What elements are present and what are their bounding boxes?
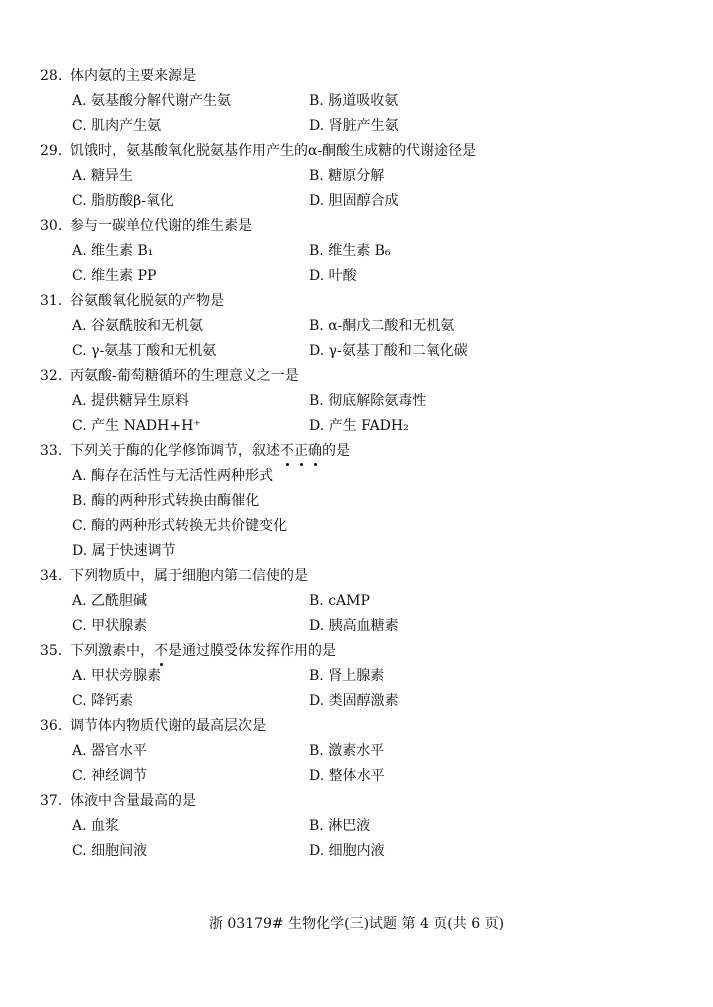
- option-d: D. 类固醇激素: [309, 693, 399, 709]
- question-stem: 参与一碳单位代谢的维生素是: [70, 218, 252, 234]
- option-a: A. 维生素 B₁: [72, 243, 154, 259]
- question-stem: 体内氨的主要来源是: [70, 68, 196, 84]
- emphasis-dot: [300, 463, 303, 466]
- option-a: A. 提供糖异生原料: [72, 393, 190, 409]
- option-b: B. 彻底解除氨毒性: [309, 393, 427, 409]
- question-stem-pre: 下列激素中，: [70, 643, 154, 659]
- option-b: B. 肾上腺素: [309, 668, 385, 684]
- option-d: D. 产生 FADH₂: [309, 418, 409, 434]
- emphasis-char: 不: [280, 443, 294, 459]
- page-footer: 浙 03179# 生物化学(三)试题 第 4 页(共 6 页): [208, 916, 505, 932]
- option-c: C. 脂肪酸β-氧化: [72, 193, 174, 209]
- option-d: D. 细胞内液: [309, 843, 385, 859]
- option-c: C. 维生素 PP: [72, 268, 157, 284]
- option-b: B. 酶的两种形式转换由酶催化: [72, 493, 260, 509]
- question-29: [40, 142, 476, 160]
- option-d: D. γ-氨基丁酸和二氧化碳: [309, 343, 468, 359]
- question-33: [40, 442, 350, 460]
- emphasis-dot: [160, 663, 163, 666]
- question-number: 30.: [40, 218, 63, 234]
- question-number: 34.: [40, 568, 63, 584]
- option-c: C. γ-氨基丁酸和无机氨: [72, 343, 217, 359]
- question-32: [40, 367, 299, 385]
- option-a: A. 酶存在活性与无活性两种形式: [72, 468, 274, 484]
- question-stem: 下列物质中，属于细胞内第二信使的是: [70, 568, 308, 584]
- option-a: A. 乙酰胆碱: [72, 593, 148, 609]
- option-b: B. 维生素 B₆: [309, 243, 391, 259]
- question-stem: 丙氨酸-葡萄糖循环的生理意义之一是: [70, 368, 299, 384]
- question-number: 33.: [40, 443, 63, 459]
- emphasis-dot: [286, 463, 289, 466]
- option-a: A. 氨基酸分解代谢产生氨: [72, 93, 232, 109]
- emphasis-char: 正: [294, 443, 308, 459]
- question-35: [40, 642, 336, 660]
- question-number: 28.: [40, 68, 63, 84]
- question-31: [40, 292, 224, 310]
- emphasis-char: 确: [308, 443, 322, 459]
- emphasis-char: 不: [154, 643, 168, 659]
- option-b: B. 肠道吸收氨: [309, 93, 399, 109]
- option-d: D. 叶酸: [309, 268, 357, 284]
- option-c: C. 神经调节: [72, 768, 148, 784]
- question-stem: 调节体内物质代谢的最高层次是: [70, 718, 266, 734]
- question-number: 36.: [40, 718, 63, 734]
- option-b: B. α-酮戊二酸和无机氨: [309, 318, 455, 334]
- question-34: [40, 567, 308, 585]
- question-number: 37.: [40, 793, 63, 809]
- option-b: B. 糖原分解: [309, 168, 385, 184]
- question-30: [40, 217, 252, 235]
- option-a: A. 血浆: [72, 818, 120, 834]
- option-d: D. 属于快速调节: [72, 543, 176, 559]
- question-28: [40, 67, 196, 85]
- question-stem-post: 是通过膜受体发挥作用的是: [168, 643, 336, 659]
- question-stem: 饥饿时，氨基酸氧化脱氨基作用产生的α-酮酸生成糖的代谢途径是: [70, 143, 477, 159]
- option-a: A. 糖异生: [72, 168, 134, 184]
- question-stem-pre: 下列关于酶的化学修饰调节，叙述: [70, 443, 280, 459]
- option-b: B. cAMP: [309, 593, 370, 609]
- question-36: [40, 717, 266, 735]
- option-a: A. 甲状旁腺素: [72, 668, 162, 684]
- emphasis-dot: [314, 463, 317, 466]
- option-b: B. 淋巴液: [309, 818, 371, 834]
- question-37: [40, 792, 196, 810]
- question-number: 31.: [40, 293, 63, 309]
- option-c: C. 降钙素: [72, 693, 134, 709]
- question-stem: 谷氨酸氧化脱氨的产物是: [70, 293, 224, 309]
- question-stem: 体液中含量最高的是: [70, 793, 196, 809]
- question-number: 32.: [40, 368, 63, 384]
- question-number: 35.: [40, 643, 63, 659]
- question-stem-post: 的是: [322, 443, 350, 459]
- question-number: 29.: [40, 143, 63, 159]
- option-c: C. 肌肉产生氨: [72, 118, 162, 134]
- option-d: D. 胰高血糖素: [309, 618, 399, 634]
- option-a: A. 器官水平: [72, 743, 148, 759]
- option-c: C. 甲状腺素: [72, 618, 148, 634]
- option-b: B. 激素水平: [309, 743, 385, 759]
- option-d: D. 胆固醇合成: [309, 193, 399, 209]
- option-c: C. 产生 NADH+H⁺: [72, 418, 201, 434]
- option-c: C. 细胞间液: [72, 843, 148, 859]
- option-a: A. 谷氨酰胺和无机氨: [72, 318, 204, 334]
- option-c: C. 酶的两种形式转换无共价键变化: [72, 518, 288, 534]
- option-d: D. 肾脏产生氨: [309, 118, 399, 134]
- option-d: D. 整体水平: [309, 768, 385, 784]
